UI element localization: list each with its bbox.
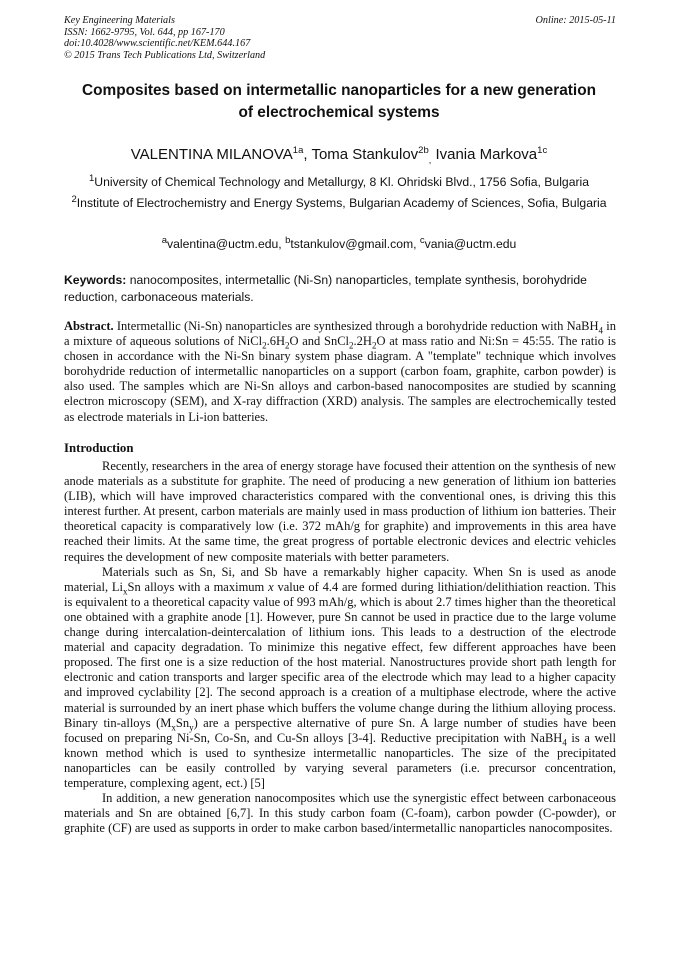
title-line-1: Composites based on intermetallic nanoparticles for a new generation [82, 82, 596, 99]
section-heading-introduction: Introduction [64, 441, 134, 455]
author-emails [60, 235, 618, 253]
paragraph-text: Sn alloys with a maximum [127, 579, 269, 594]
italic-variable: x [268, 579, 274, 594]
abstract-text: O at mass ratio and Ni:Sn = 45:55. The ratio is chosen in accordance with the Ni-Sn binary system phase diagram. A "template" technique which involves borohydride reduction of intermetallic nanoparticles on a support (carbon foam, graphite, carbon powder) is also used. The samples which are Ni-Sn alloys and carbon-based nanocomposites are studied by scanning electron microscopy (SEM), and X-ray diffraction (XRD) analysis. The samples are electrochemically tested as electrode materials in Li-ion batteries. [64, 334, 617, 424]
paragraph-2 [64, 565, 616, 791]
affiliation-1-text: University of Chemical Technology and Metallurgy, 8 Kl. Ohridski Blvd., 1756 Sofia, Bulgaria [94, 175, 590, 189]
paragraph-text: value of 4.4 are formed during lithiation/delithiation reaction. This is equivalent to a theoretical capacity value of 993 mAh/g, which is about 2.7 times higher than the theoretical one obtained with a graphite anode [1]. However, pure Sn cannot be used in practice due to the large volume change during intercalation-deintercalation of lithium ions. This leads to a destruction of the electrode material and capacity degradation. To minimize this negative effect, few different approaches have been proposed. The first one is a size reduction of the host material. Nanostructures provide short path length for electronic and cation transports and larger specific area of the electrode which may lead to a higher capacity and improved cyclability [2]. The second approach is a creation of a multiphase electrode, where the active material is surrounded by an inert phase which buffers the volume change during the lithium alloying process. Binary tin-alloys (M [64, 579, 616, 730]
paragraph-text: ) are a perspective alternative of pure Sn. A large number of studies have been focused on preparing Ni-Sn, Co-Sn, and Cu-Sn alloys [3-4]. Reductive precipitation with NaBH [64, 715, 617, 745]
copyright-line: © 2015 Trans Tech Publications Ltd, Switzerland [64, 49, 266, 61]
email-a-mark: a [161, 234, 167, 246]
author-3-mark: 1c [537, 145, 548, 156]
journal-header [64, 15, 616, 61]
online-date: Online: 2015-05-11 [535, 15, 616, 26]
subscript: 4 [562, 737, 567, 748]
author-1: VALENTINA MILANOVA [130, 146, 293, 163]
abstract-subscript: 2 [371, 340, 377, 351]
abstract-subscript: 4 [598, 325, 604, 336]
abstract-text: O and SnCl [289, 334, 350, 349]
abstract-subscript: 2 [262, 340, 267, 351]
keywords-label: Keywords: [64, 273, 127, 287]
abstract-label: Abstract. [64, 319, 114, 333]
abstract-text: Intermetallic (Ni-Sn) nanoparticles are synthesized through a borohydride reduction with NaBH [116, 319, 599, 333]
paper-title [40, 80, 638, 124]
affiliation-2-text: Institute of Electrochemistry and Energy Systems, Bulgarian Academy of Sciences, Sofia, Bulgaria [76, 196, 607, 210]
affiliation-2-mark: 2 [71, 193, 77, 205]
email-a: valentina@uctm.edu, [166, 237, 282, 251]
introduction-body [64, 459, 616, 836]
paragraph-text: is a well known method which is used to synthesize intermetallic nanoparticles. The size of the precipitated nanoparticles can be easily controlled by varying several parameters (i.e. precursor concentration, temperature, complexing agent, ect.) [5] [64, 730, 616, 790]
subscript: x [123, 586, 128, 597]
email-c-mark: c [419, 234, 425, 246]
author-1-mark: 1a [292, 145, 304, 156]
abstract-text: .6H [266, 334, 285, 349]
abstract-subscript: 2 [349, 340, 354, 351]
author-list: VALENTINA $MILANOVA^{1a}$, Toma Stankulov$^{2b}_,$ Ivania Markova$^{1c}$ [130, 145, 548, 165]
keywords-text: nanocomposites, intermetallic (Ni-Sn) nanoparticles, template synthesis, borohydride reduction, carbonaceous materials. [64, 273, 587, 304]
affiliation-2 [60, 192, 618, 214]
abstract [64, 319, 616, 425]
email-c: vania@uctm.edu [424, 237, 517, 251]
issn-line: ISSN: 1662-9795, Vol. 644, pp 167-170 [64, 26, 225, 38]
title-line-2: of electrochemical systems [238, 104, 440, 121]
paragraph-1: Recently, researchers in the area of energy storage have focused their attention on the synthesis of new anode materials as a substitute for graphite. The need of producing a new generation of lithium ion batteries (LIB), which will have improved characteristics compared with the conventional ones, is driving this this interest further. At present, carbon materials are mainly used in mass production of lithium ion batteries. Their theoretical capacity is comparatively low (i.e. 372 mAh/g for graphite) and improvements in this area have reached their limits. At the same time, the great progress of portable electronic devices and electric vehicles requires the development of new composite materials with better parameters. [64, 459, 616, 564]
email-b: tstankulov@gmail.com, [290, 237, 417, 251]
paragraph-text: Sn [175, 715, 190, 730]
abstract-text: .2H [353, 334, 372, 349]
doi-line: doi:10.4028/www.scientific.net/KEM.644.167 [64, 38, 251, 49]
abstract-subscript: 2 [284, 340, 290, 351]
paragraph-text: Materials such as Sn, Si, and Sb have a remarkably higher capacity. When Sn is used as anode material, Li [64, 564, 616, 594]
affiliation-1-mark: 1 [88, 172, 95, 184]
author-2-mark: 2b [418, 145, 429, 156]
journal-name: Key Engineering Materials [64, 15, 175, 26]
subscript: x [171, 722, 176, 733]
keywords [64, 272, 616, 305]
affiliation-1 [60, 171, 618, 193]
author-3: Ivania Markova [435, 146, 538, 163]
paragraph-3: In addition, a new generation nanocomposites which use the synergistic effect between carbonaceous materials and Sn are obtained [6,7]. In this study carbon foam (C-foam), carbon powder (C-powder), or graphite (CF) are used as supports in order to make carbon based/intermetallic nanoparticles nanocomposites. [64, 791, 616, 836]
abstract-text: in a mixture of aqueous solutions of NiCl [64, 319, 616, 349]
author-2: Toma Stankulov [311, 146, 419, 163]
subscript: y [189, 722, 194, 733]
email-b-mark: b [285, 234, 291, 246]
